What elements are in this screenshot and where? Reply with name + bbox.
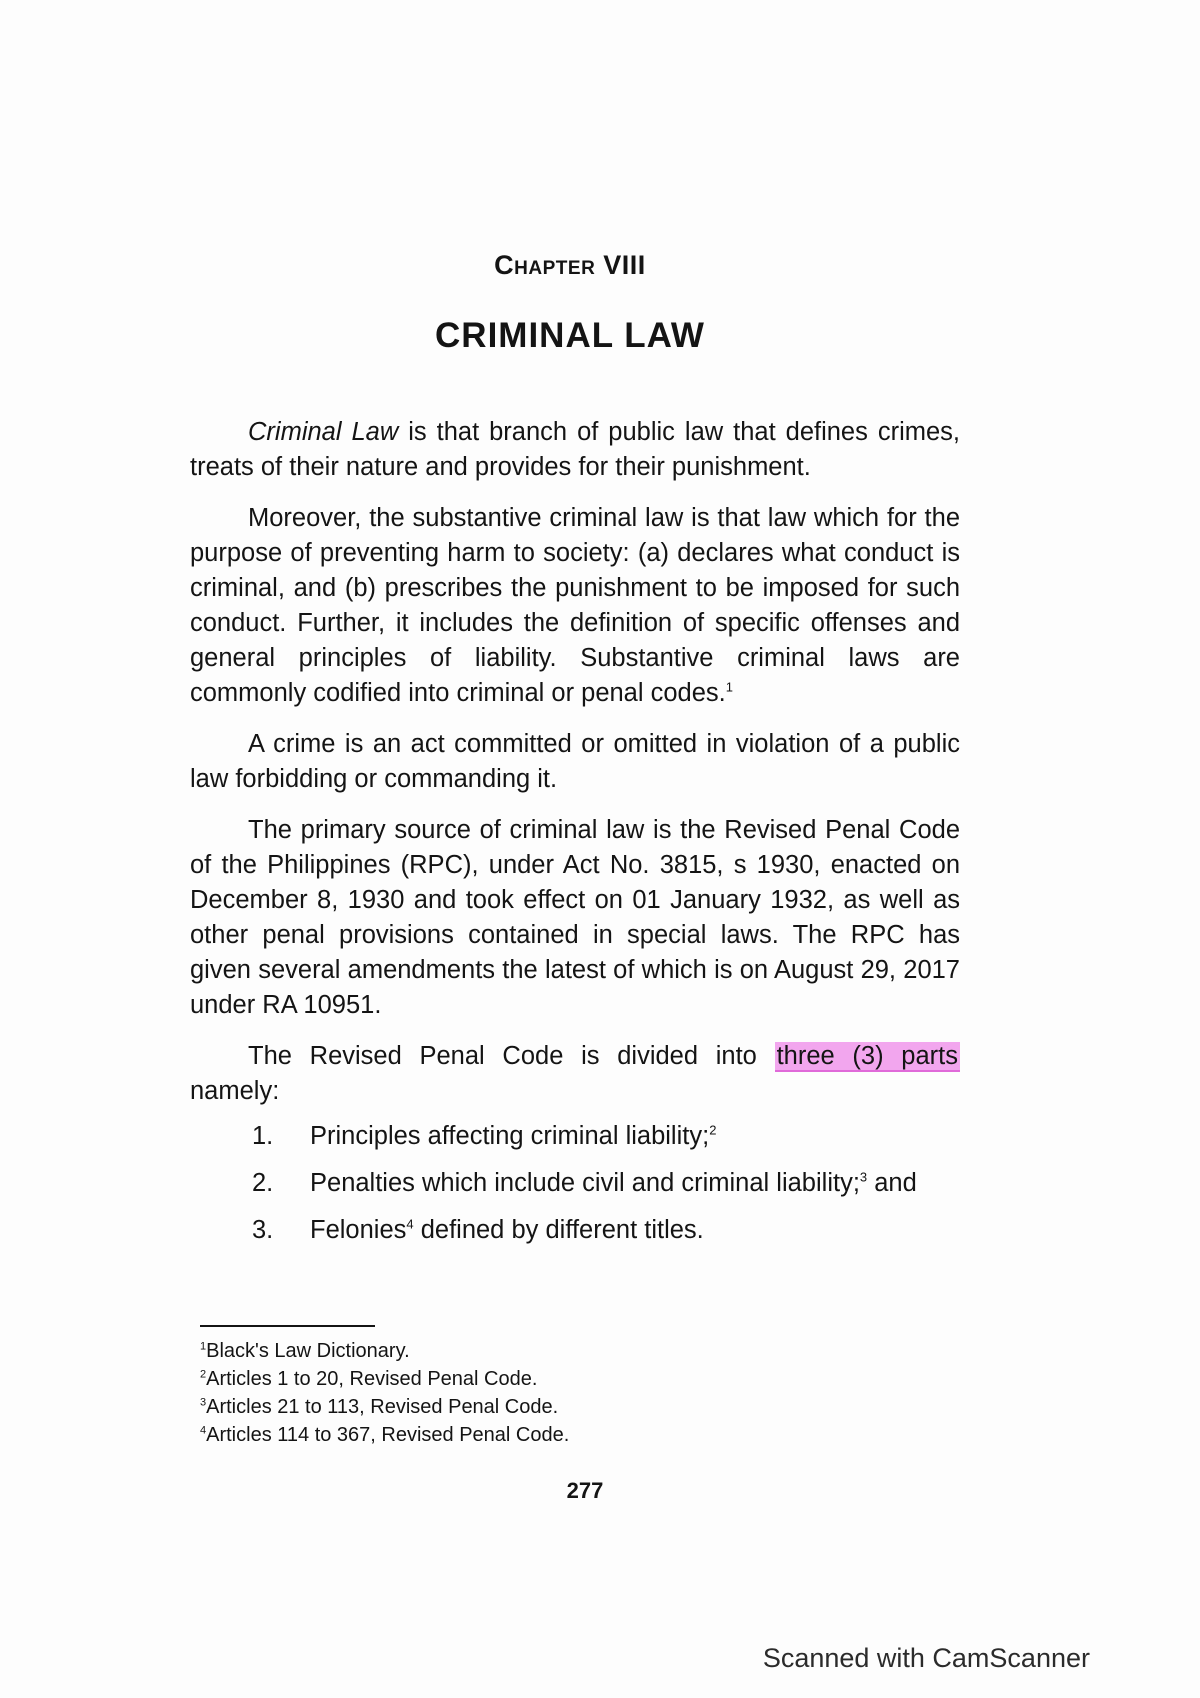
defined-term: Criminal Law <box>248 418 399 446</box>
footnote-ref: 3 <box>859 1169 868 1185</box>
highlighted-text: three (3) parts <box>776 1042 958 1070</box>
chapter-title: CRIMINAL LAW <box>435 316 705 355</box>
footnote-text: Articles 21 to 113, Revised Penal Code. <box>206 1396 559 1418</box>
paragraph-divisions <box>190 1039 960 1109</box>
parts-list <box>190 1119 960 1248</box>
list-item-number: 3. <box>252 1216 274 1244</box>
footnote-divider <box>200 1325 375 1327</box>
footnote-ref: 4 <box>406 1216 414 1232</box>
footnote <box>200 1365 800 1393</box>
list-item <box>190 1213 960 1248</box>
list-item-label: Felonies <box>310 1216 407 1244</box>
chapter-label: Chapter VIII <box>494 250 646 280</box>
paragraph-definition <box>190 415 960 485</box>
footnote <box>200 1337 800 1365</box>
paragraph-text: The primary source of criminal law is the Revised Penal Code of the Philippines (RPC), under Act No. 3815, s 1930, enacted on December 8, 1930 and took effect on 01 January 1932, as well as other penal provisions contained in special laws. The RPC has given several amendments the latest of which is on August 29, 2017 under RA 10951. <box>190 816 960 1019</box>
list-item-label: Penalties which include civil and criminal liability; <box>310 1169 860 1197</box>
footnotes <box>200 1325 800 1449</box>
footnote <box>200 1421 800 1449</box>
footnote-marker: 1 <box>200 1340 207 1353</box>
list-item <box>190 1166 960 1201</box>
footnote-marker: 3 <box>200 1396 207 1409</box>
list-item-number: 2. <box>252 1169 274 1197</box>
footnote-ref: 2 <box>709 1122 717 1138</box>
footnote-text: Articles 1 to 20, Revised Penal Code. <box>206 1368 538 1390</box>
page-number: 277 <box>566 1478 604 1503</box>
paragraph-text: Moreover, the substantive criminal law is that law which for the purpose of preventing harm to society: (a) declares what conduct is criminal, and (b) prescribes the punishment to be imposed for such conduct. Further, it includes the definition of specific offenses and general principles of liability. Substantive criminal laws are commonly codified into criminal or penal codes. <box>190 504 960 707</box>
footnote-marker: 4 <box>200 1424 207 1437</box>
footnote-marker: 2 <box>200 1368 207 1381</box>
paragraph-text: namely: <box>190 1077 280 1105</box>
list-item-text <box>310 1119 960 1154</box>
footnote <box>200 1393 800 1421</box>
list-item <box>190 1119 960 1154</box>
footnote-text: Black's Law Dictionary. <box>206 1340 410 1362</box>
paragraph-crime-definition <box>190 727 960 797</box>
list-item-suffix: and <box>867 1169 917 1197</box>
list-item-text <box>310 1213 960 1248</box>
footnote-ref: 1 <box>725 679 733 695</box>
footnote-text: Articles 114 to 367, Revised Penal Code. <box>206 1424 570 1446</box>
list-item-number: 1. <box>252 1122 274 1150</box>
paragraph-text: A crime is an act committed or omitted in violation of a public law forbidding or commanding it. <box>190 730 960 793</box>
paragraph-text: is that branch of public law that defines crimes, treats of their nature and provides for their punishment. <box>190 418 961 481</box>
list-item-label: Principles affecting criminal liability; <box>310 1122 710 1150</box>
scanner-watermark: Scanned with CamScanner <box>762 1643 1090 1673</box>
paragraph-primary-source <box>190 813 960 1023</box>
list-item-suffix: defined by different titles. <box>413 1216 704 1244</box>
paragraph-text: The Revised Penal Code is divided into <box>248 1042 775 1070</box>
body-text <box>190 415 960 1260</box>
paragraph-substantive-law <box>190 501 960 711</box>
list-item-text <box>310 1166 960 1201</box>
